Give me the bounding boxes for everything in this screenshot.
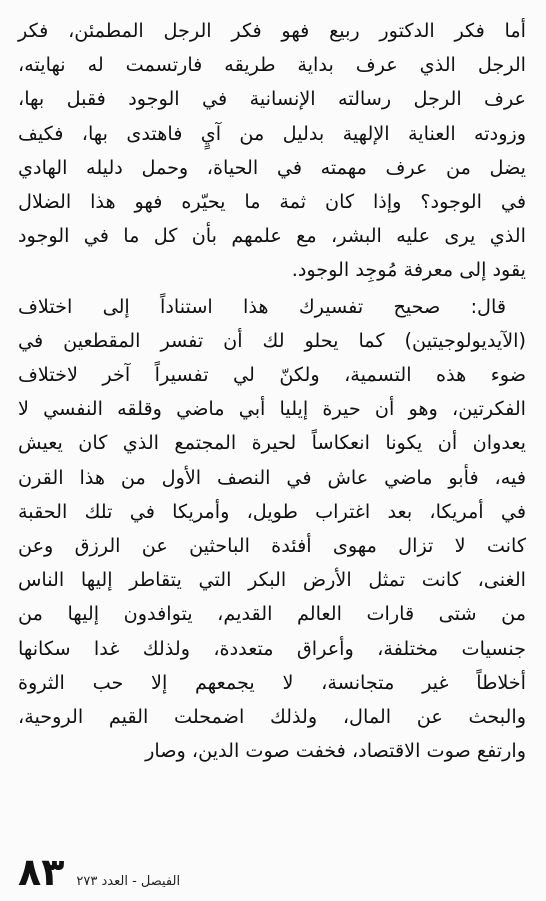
- text-line: في أمريكا، بعد اغتراب طويل، وأمريكا في تلك الحقبة: [18, 499, 526, 523]
- page-footer: [18, 850, 181, 894]
- text-line: أما فكر الدكتور ربيع فهو فكر الرجل المطمئن، فكر: [18, 19, 526, 42]
- text-line: ضوء هذه التسمية، ولكنّ لي تفسيراً آخر لاختلاف: [18, 363, 526, 387]
- text-line: الذي يرى عليه البشر، مع علمهم بأن كل ما في الوجود: [18, 224, 526, 248]
- issue-label: الفيصل - العدد ٢٧٣: [76, 874, 181, 889]
- text-line: قال: صحيح تفسيرك هذا استناداً إلى اختلاف: [18, 294, 506, 318]
- text-line: من شتى قارات العالم القديم، يتوافدون إليها من: [18, 602, 526, 626]
- text-line: يعدوان أن يكونا انعكاساً لحيرة المجتمع الذي كان يعيش: [18, 431, 526, 455]
- text-line: جنسيات مختلفة، وأعراق متعددة، ولذلك غدا سكانها: [18, 636, 526, 660]
- text-line: يضل من عرف مهمته في الحياة، وحمل دليله الهادي: [18, 155, 526, 179]
- text-line: أخلاطاً غير متجانسة، لا يجمعهم إلا حب الثروة: [18, 670, 526, 694]
- page-number: ٨٣: [18, 850, 65, 894]
- text-line: في الوجود؟ وإذا كان ثمة ما يحيّره فهو هذا الضلال: [18, 190, 526, 214]
- text-line: يقود إلى معرفة مُوجِد الوجود.: [291, 258, 526, 282]
- paragraph-2: [18, 290, 526, 769]
- text-line: فيه، فأبو ماضي عاش في النصف الأول من هذا القرن: [18, 465, 526, 489]
- text-line: الرجل الذي عرف بداية طريقه فارتسمت له نهايته،: [18, 53, 526, 77]
- text-line: والبحث عن المال، ولذلك اضمحلت القيم الروحية،: [18, 705, 526, 729]
- text-line: (الآيديولوجيتين) كما يحلو لك أن تفسر المقطعين في: [18, 328, 526, 352]
- text-line: الغنى، كانت تمثل الأرض البكر التي يتقاطر إليها الناس: [18, 568, 526, 592]
- paragraph-1: [18, 14, 526, 288]
- text-line: الفكرتين، وهو أن حيرة إيليا أبي ماضي وقلقه النفسي لا: [18, 397, 526, 421]
- text-line: وزودته العناية الإلهية بدليل من آيٍ فاهتدى بها، فكيف: [18, 121, 526, 145]
- text-line: عرف الرجل رسالته الإنسانية في الوجود فقبل بها،: [18, 87, 526, 111]
- text-line: وارتفع صوت الاقتصاد، فخفت صوت الدين، وصار: [145, 739, 526, 763]
- text-line: كانت لا تزال مهوى أفئدة الباحثين عن الرزق وعن: [18, 534, 526, 558]
